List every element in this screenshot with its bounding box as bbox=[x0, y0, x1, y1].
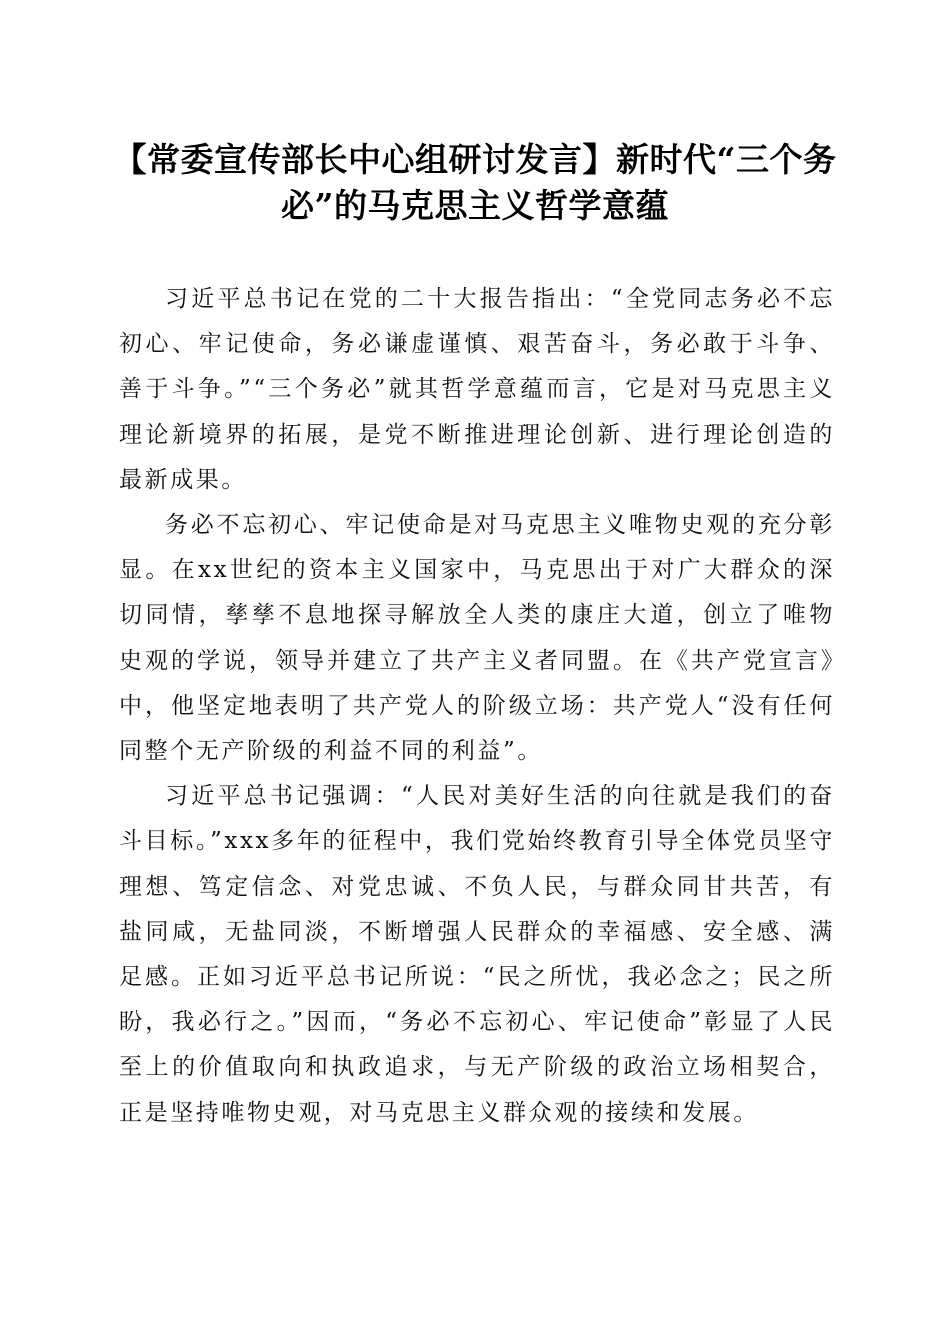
paragraph-1: 习近平总书记在党的二十大报告指出：“全党同志务必不忘初心、牢记使命，务必谦虚谨慎、艰苦奋斗，务必敢于斗争、善于斗争。”“三个务必”就其哲学意蕴而言，它是对马克思主义理论新境界的拓展，是党不断推进理论创新、进行理论创造的最新成果。 bbox=[119, 286, 835, 493]
document-body bbox=[119, 277, 835, 1136]
document-title: 【常委宣传部长中心组研讨发言】新时代“三个务必”的马克思主义哲学意蕴 bbox=[113, 140, 837, 225]
paragraph-2: 务必不忘初心、牢记使命是对马克思主义唯物史观的充分彰显。在xx世纪的资本主义国家中，马克思出于对广大群众的深切同情，孳孳不息地探寻解放全人类的康庄大道，创立了唯物史观的学说，领导并建立了共产主义者同盟。在《共产党宣言》中，他坚定地表明了共产党人的阶级立场：共产党人“没有任何同整个无产阶级的利益不同的利益”。 bbox=[119, 512, 835, 765]
paragraph-3: 习近平总书记强调：“人民对美好生活的向往就是我们的奋斗目标。”xxx多年的征程中，我们党始终教育引导全体党员坚守理想、笃定信念、对党忠诚、不负人民，与群众同甘共苦，有盐同咸，无盐同淡，不断增强人民群众的幸福感、安全感、满足感。正如习近平总书记所说：“民之所忧，我必念之；民之所盼，我必行之。”因而，“务必不忘初心、牢记使命”彰显了人民至上的价值取向和执政追求，与无产阶级的政治立场相契合，正是坚持唯物史观，对马克思主义群众观的接续和发展。 bbox=[119, 783, 835, 1126]
